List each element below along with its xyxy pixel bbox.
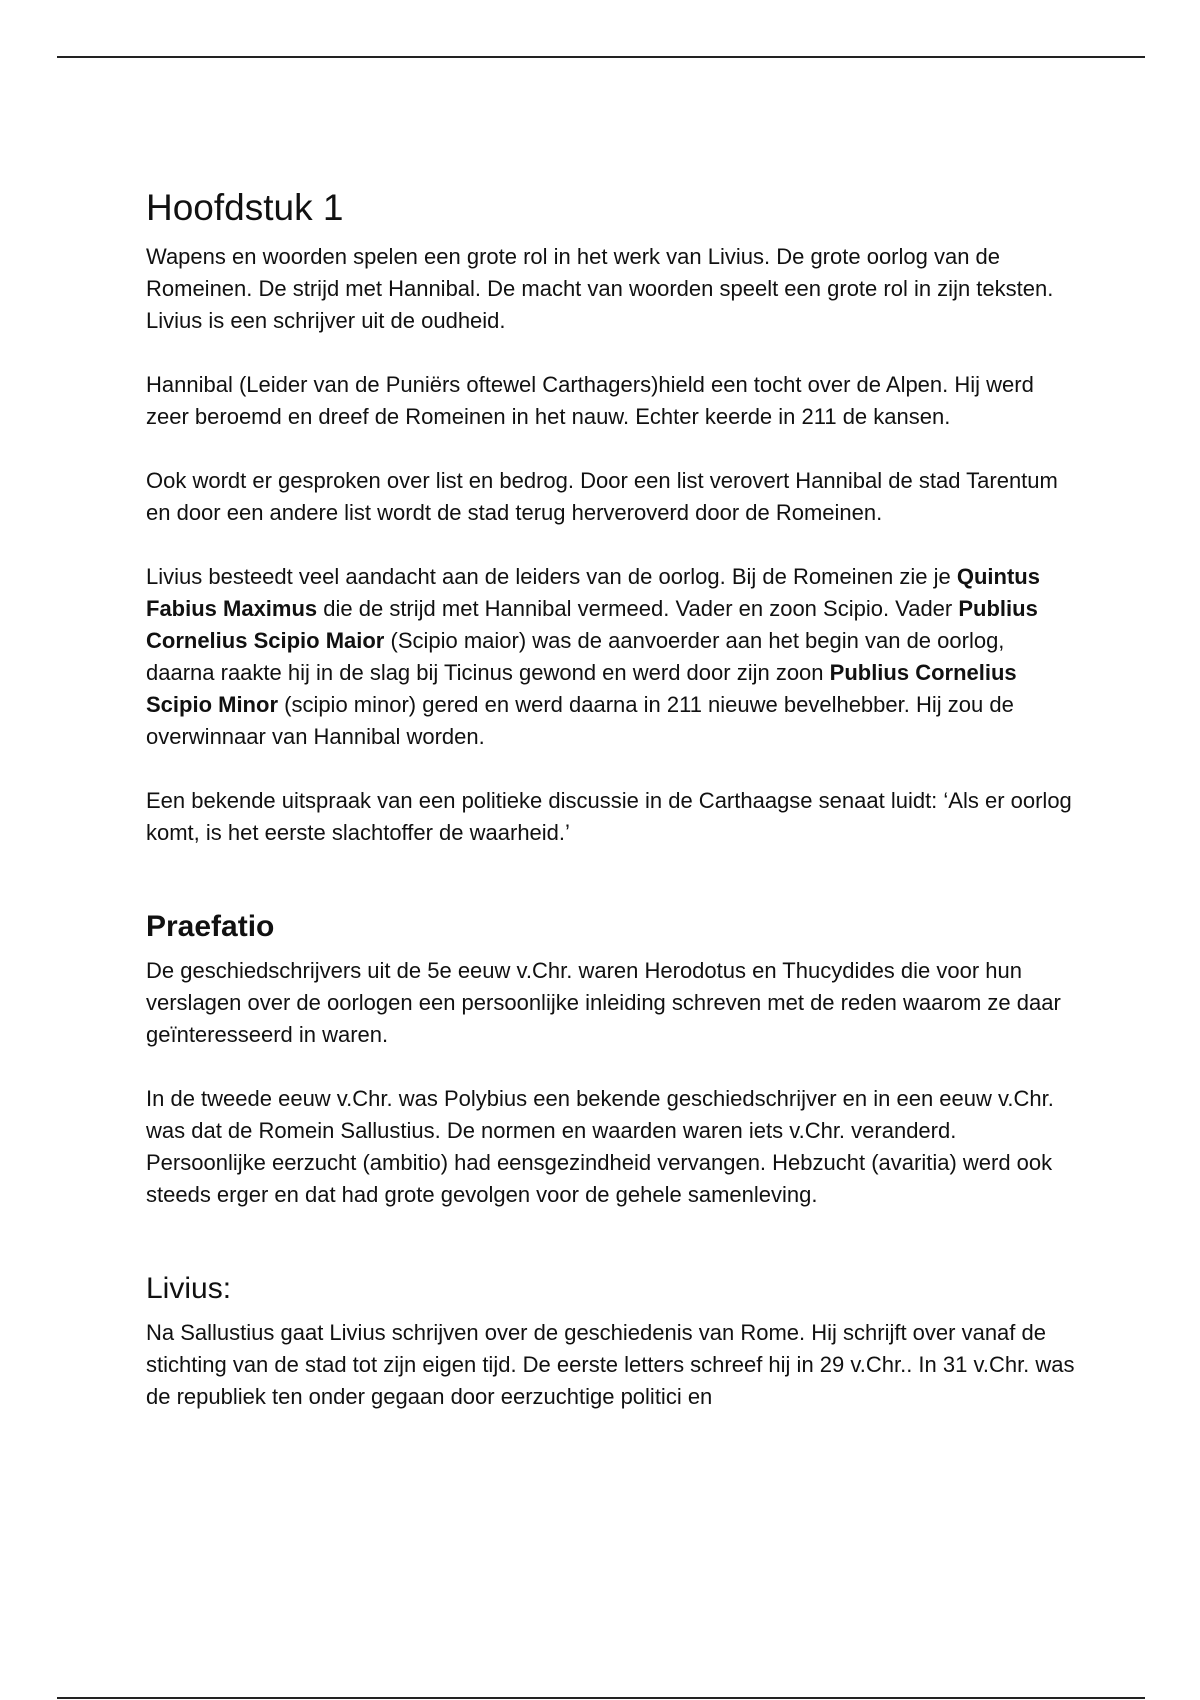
praefatio-paragraph-2: In de tweede eeuw v.Chr. was Polybius een bekende geschiedschrijver en in een eeuw v.Chr. was dat de Romein Sallustius. De normen en waarden waren iets v.Chr. veranderd. Persoonlijke eerzucht (ambitio) had eensgezindheid vervangen. Hebzucht (avaritia) werd ook steeds erger en dat had grote gevolgen voor de gehele samenleving. [146, 1086, 1054, 1207]
chapter-title: Hoofdstuk 1 [146, 187, 344, 228]
chapter-paragraph-3: Ook wordt er gesproken over list en bedrog. Door een list verovert Hannibal de stad Tarentum en door een andere list wordt de stad terug herveroverd door de Romeinen. [146, 468, 1058, 525]
leader-name-fabius: Quintus Fabius Maximus [146, 564, 1040, 621]
leader-name-scipio-minor: Publius Cornelius Scipio Minor [146, 660, 1017, 717]
praefatio-paragraph-1: De geschiedschrijvers uit de 5e eeuw v.Chr. waren Herodotus en Thucydides die voor hun verslagen over de oorlogen een persoonlijke inleiding schreven met de reden waarom ze daar geïnteresseerd in waren. [146, 958, 1061, 1047]
chapter-paragraph-2: Hannibal (Leider van de Puniërs oftewel Carthagers)hield een tocht over de Alpen. Hij werd zeer beroemd en dreef de Romeinen in het nauw. Echter keerde in 211 de kansen. [146, 372, 1034, 429]
livius-title: Livius: [146, 1272, 232, 1305]
chapter-paragraph-5: Een bekende uitspraak van een politieke discussie in de Carthaagse senaat luidt: ‘Als er oorlog komt, is het eerste slachtoffer de waarheid.’ [146, 788, 1072, 845]
chapter-paragraph-4 [146, 561, 1076, 753]
spacer [146, 1211, 1076, 1269]
leaders-text-3: (Scipio maior) was de aanvoerder aan het begin van de oorlog, daarna raakte hij in de slag bij Ticinus gewond en werd door zijn zoon [146, 628, 1005, 685]
footer-rule [57, 1697, 1145, 1699]
leaders-text-1: Livius besteedt veel aandacht aan de leiders van de oorlog. Bij de Romeinen zie je [146, 564, 957, 589]
chapter-paragraph-1: Wapens en woorden spelen een grote rol in het werk van Livius. De grote oorlog van de Romeinen. De strijd met Hannibal. De macht van woorden speelt een grote rol in zijn teksten. Livius is een schrijver uit de oudheid. [146, 244, 1054, 333]
leader-name-scipio-maior: Publius Cornelius Scipio Maior [146, 596, 1038, 653]
leaders-text-2: die de strijd met Hannibal vermeed. Vader en zoon Scipio. Vader [317, 596, 959, 621]
header-rule [57, 56, 1145, 58]
leaders-text-4: (scipio minor) gered en werd daarna in 211 nieuwe bevelhebber. Hij zou de overwinnaar van Hannibal worden. [146, 692, 1014, 749]
page-content [146, 183, 1076, 1413]
livius-paragraph-1: Na Sallustius gaat Livius schrijven over de geschiedenis van Rome. Hij schrijft over vanaf de stichting van de stad tot zijn eigen tijd. De eerste letters schreef hij in 29 v.Chr.. In 31 v.Chr. was de republiek ten onder gegaan door eerzuchtige politici en [146, 1320, 1075, 1409]
praefatio-title: Praefatio [146, 910, 275, 943]
spacer [146, 849, 1076, 907]
